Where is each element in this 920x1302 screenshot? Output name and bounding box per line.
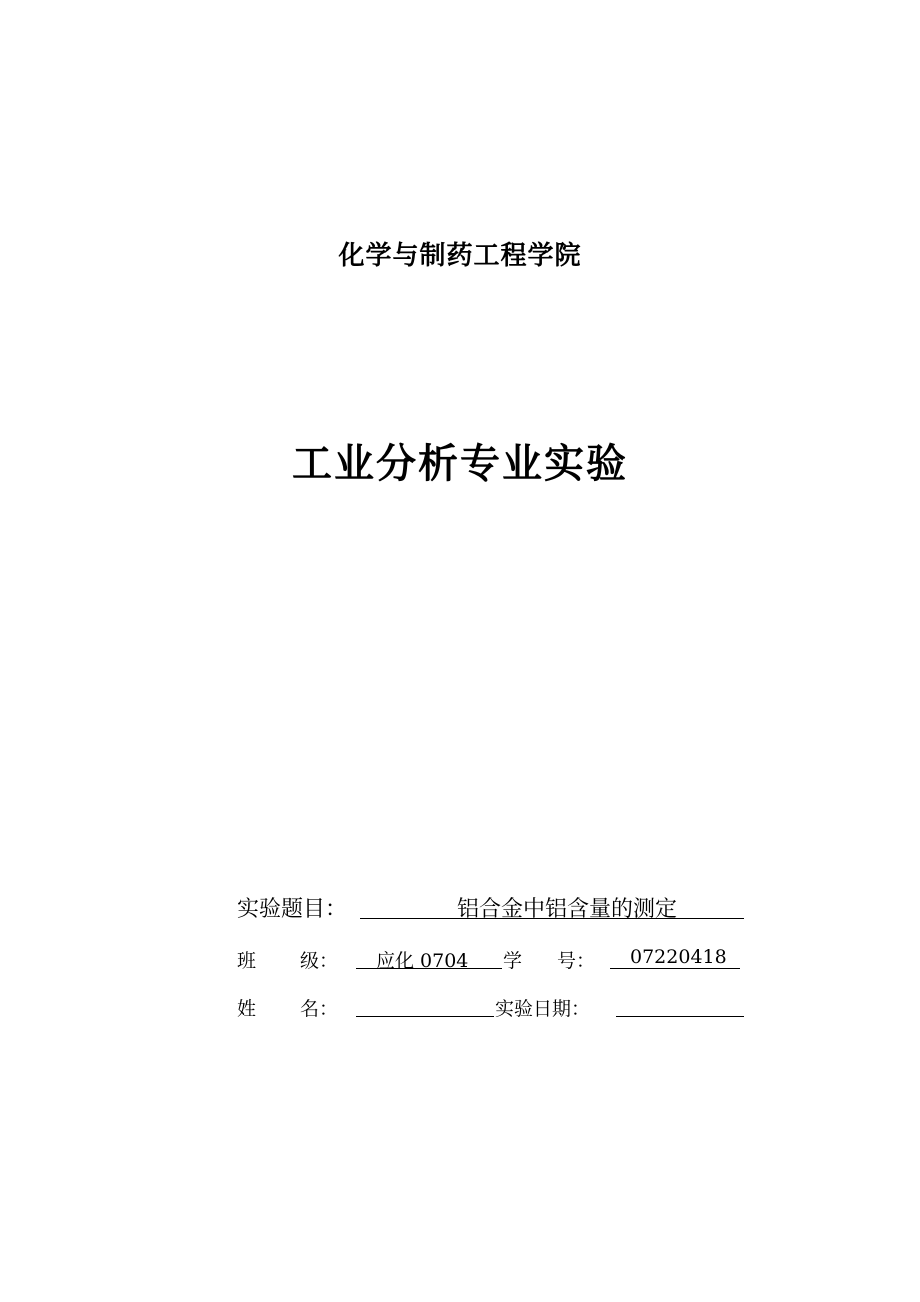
name-date-row [0,988,920,1022]
date-label: 实验日期： [495,998,591,1020]
date-underline [616,1016,744,1017]
student-id-label-char1: 学 [503,950,523,972]
student-id-value: 07220418 [630,946,727,968]
school-name: 化学与制药工程学院 [338,241,582,271]
student-id-label-char2: 号： [557,950,596,972]
course-title: 工业分析专业实验 [292,441,628,487]
topic-value: 铝合金中铝含量的测定 [456,897,677,922]
student-id-underline [610,968,740,969]
topic-label: 实验题目： [237,897,348,922]
topic-row [0,888,920,928]
class-value: 应化 0704 [376,950,469,972]
name-label-char1: 姓 [237,998,257,1020]
name-label-char2: 名： [300,998,339,1020]
name-underline [356,1016,494,1017]
class-label-char2: 级： [300,950,339,972]
class-label-char1: 班 [237,950,257,972]
class-id-row [0,940,920,974]
